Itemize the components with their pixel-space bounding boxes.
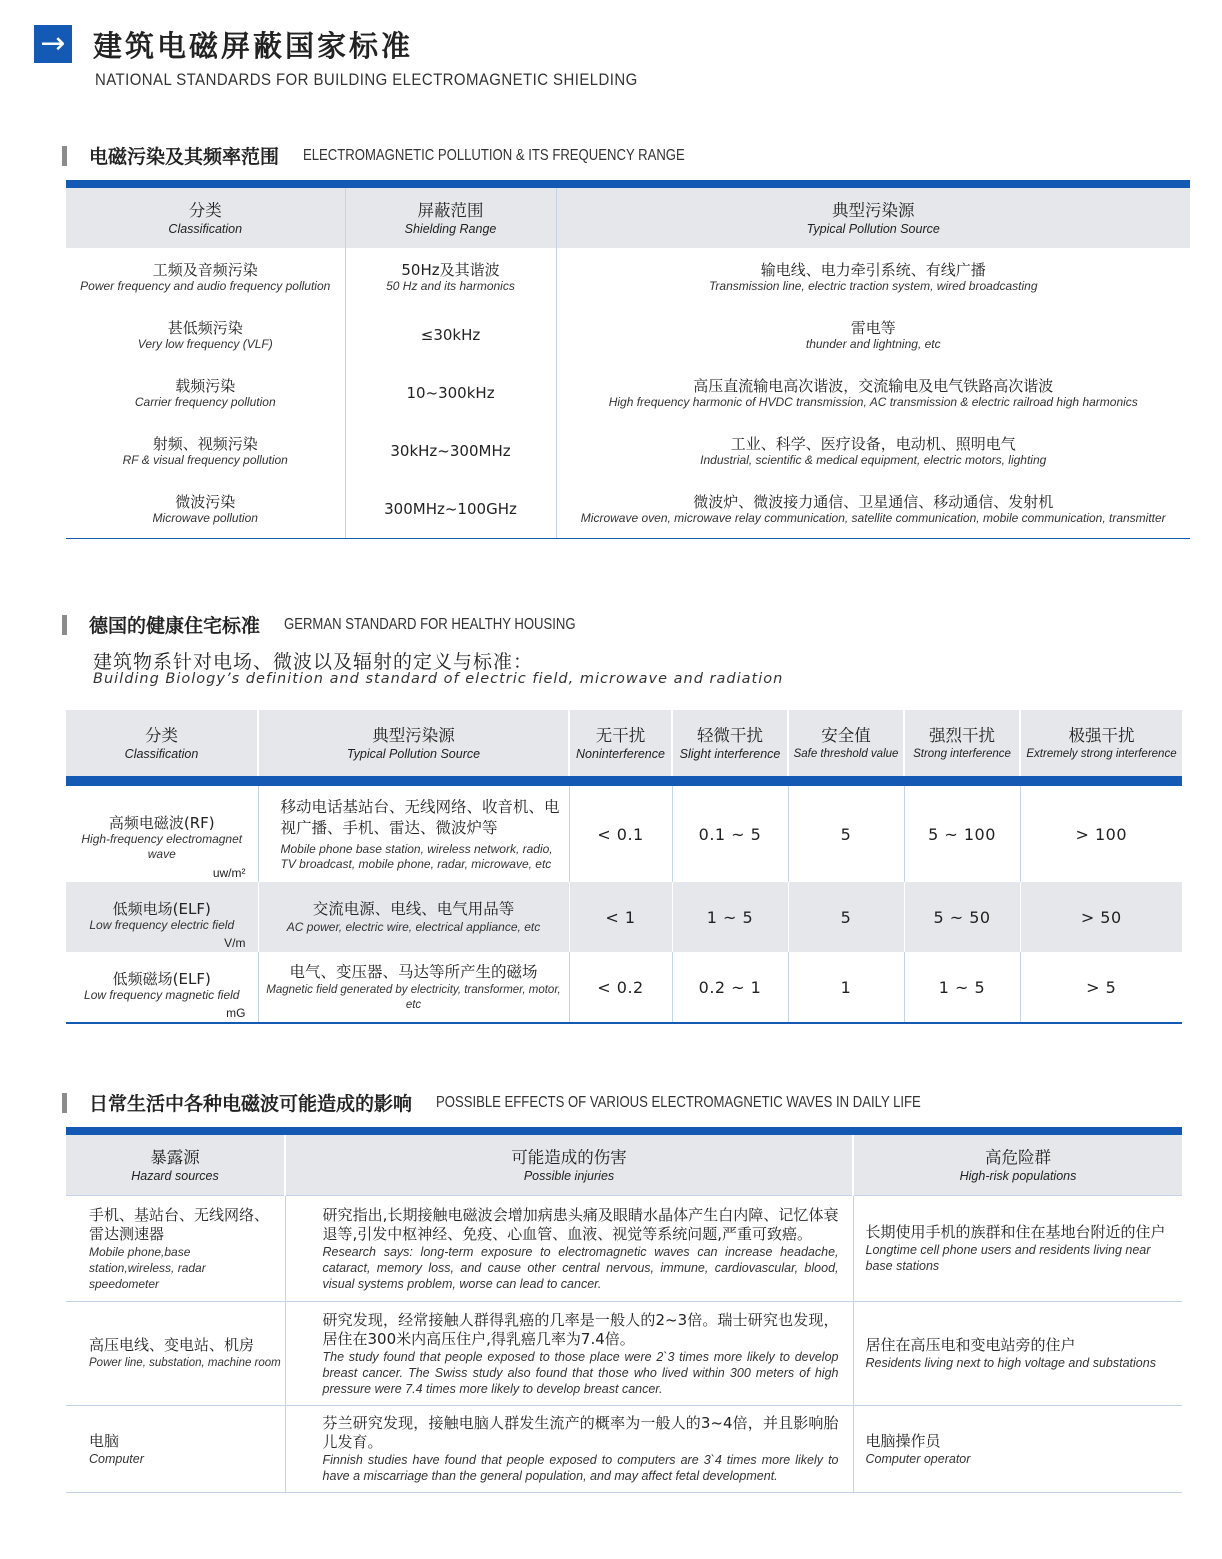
table-row (66, 781, 1182, 882)
classification-cell: 微波污染 Microwave pollution (66, 480, 345, 539)
column-header-noninterference: 无干扰 Noninterference (569, 710, 672, 781)
table-header-row (66, 184, 1190, 248)
range-cell: 300MHz~100GHz (345, 480, 556, 539)
column-header-safe: 安全值 Safe threshold value (788, 710, 904, 781)
value-cell: > 100 (1020, 781, 1182, 882)
table-row (66, 952, 1182, 1023)
injury-cell: 芬兰研究发现，接触电脑人群发生流产的概率为一般人的3~4倍，并且影响胎儿发育。 Finnish studies have found that people exposed to computers are 3`4 times more likely to have a miscarriage than the general population, and may affect fetal development. (285, 1406, 853, 1493)
pollution-frequency-table (66, 180, 1190, 539)
classification-cell: 载频污染 Carrier frequency pollution (134, 376, 276, 409)
daily-effects-table (66, 1127, 1182, 1493)
value-cell: 0.2 ~ 1 (672, 952, 788, 1023)
column-header-hazard-sources: 暴露源 Hazard sources (66, 1131, 285, 1196)
page-subtitle: NATIONAL STANDARDS FOR BUILDING ELECTROMAGNETIC SHIELDING (95, 70, 638, 89)
table-row (66, 1302, 1182, 1406)
hazard-source-cell: 电脑 Computer (66, 1406, 285, 1493)
column-header-pollution-source: 典型污染源 Typical Pollution Source (556, 184, 1190, 248)
column-header-high-risk: 高危险群 High-risk populations (853, 1131, 1182, 1196)
table-row (66, 1406, 1182, 1493)
source-cell: 电气、变压器、马达等所产生的磁场 Magnetic field generated by electricity, transformer, motor, etc (258, 952, 569, 1023)
risk-group-cell: 居住在高压电和变电站旁的住户 Residents living next to high voltage and substations (853, 1302, 1182, 1406)
column-header-slight: 轻微干扰 Slight interference (672, 710, 788, 781)
table-header-row (66, 710, 1182, 781)
injury-cell: 研究发现，经常接触人群得乳癌的几率是一般人的2~3倍。瑞士研究也发现，居住在300米内高压住户,得乳癌几率为7.4倍。 The study found that people exposed to those place were 2`3 times more likely to develop breast cancer. The Swiss study also found that those who lived within 300 meters of high pressure were 7.4 times more likely to develop breast cancer. (285, 1302, 853, 1406)
table-row (66, 480, 1190, 539)
hazard-source-cell: 手机、基站台、无线网络、雷达测速器 Mobile phone,base station,wireless, radar speedometer (66, 1196, 285, 1302)
section-marker (62, 615, 67, 635)
classification-cell: 低频磁场(ELF) Low frequency magnetic field mG (66, 952, 258, 1023)
section-title-en: GERMAN STANDARD FOR HEALTHY HOUSING (284, 615, 576, 633)
table-row (66, 882, 1182, 952)
table-row (66, 248, 1190, 306)
column-header-strong: 强烈干扰 Strong interference (904, 710, 1020, 781)
arrow-right-icon: → (34, 25, 72, 63)
source-cell: 交流电源、电线、电气用品等 AC power, electric wire, electrical appliance, etc (258, 882, 569, 952)
source-cell: 微波炉、微波接力通信、卫星通信、移动通信、发射机 Microwave oven, microwave relay communication, satellite communication, mobile communication, transmitter (556, 480, 1190, 539)
range-cell: ≤30kHz (345, 306, 556, 364)
section-title-en: ELECTROMAGNETIC POLLUTION & ITS FREQUENCY RANGE (303, 146, 685, 164)
value-cell: 1 ~ 5 (672, 882, 788, 952)
source-cell: 移动电话基站台、无线网络、收音机、电视广播、手机、雷达、微波炉等 Mobile phone base station, wireless network, radio, TV broadcast, mobile phone, radar, microwave, etc (258, 781, 569, 882)
source-cell: 高压直流输电高次谐波，交流输电及电气铁路高次谐波 High frequency harmonic of HVDC transmission, AC transmission & electric railroad high harmonics (556, 364, 1190, 422)
value-cell: < 0.2 (569, 952, 672, 1023)
column-header-pollution-source: 典型污染源 Typical Pollution Source (258, 710, 569, 781)
value-cell: > 5 (1020, 952, 1182, 1023)
table-header-row (66, 1131, 1182, 1196)
value-cell: 1 ~ 5 (904, 952, 1020, 1023)
classification-cell: 高频电磁波(RF) High-frequency electromagnet wave uw/m² (81, 814, 246, 880)
unit-label: mG (226, 1006, 246, 1020)
table-row (66, 306, 1190, 364)
value-cell: 0.1 ~ 5 (672, 781, 788, 882)
column-header-possible-injuries: 可能造成的伤害 Possible injuries (285, 1131, 853, 1196)
value-cell: > 50 (1020, 882, 1182, 952)
value-cell: < 1 (569, 882, 672, 952)
risk-group-cell: 电脑操作员 Computer operator (853, 1406, 1182, 1493)
value-cell: 1 (788, 952, 904, 1023)
hazard-source-cell: 高压电线、变电站、机房 Power line, substation, machine room (66, 1302, 285, 1406)
section-heading-pollution (62, 142, 769, 169)
range-cell: 30kHz~300MHz (345, 422, 556, 480)
value-cell: 5 (788, 882, 904, 952)
german-standard-table (66, 710, 1182, 1024)
section-title-en: POSSIBLE EFFECTS OF VARIOUS ELECTROMAGNETIC WAVES IN DAILY LIFE (436, 1093, 921, 1111)
section-heading-german-standard (62, 611, 640, 638)
unit-label: uw/m² (212, 866, 246, 880)
classification-cell: 工频及音频污染 Power frequency and audio frequency pollution (80, 260, 331, 293)
classification-cell: 射频、视频污染 RF & visual frequency pollution (122, 434, 288, 467)
section-title-cn: 德国的健康住宅标准 (89, 615, 261, 637)
range-cell: 50Hz及其谐波 50 Hz and its harmonics (345, 248, 556, 306)
table-row (66, 422, 1190, 480)
table-row (66, 364, 1190, 422)
value-cell: 5 ~ 50 (904, 882, 1020, 952)
value-cell: 5 ~ 100 (904, 781, 1020, 882)
column-header-classification: 分类 Classification (66, 710, 258, 781)
intro-text-en: Building Biology’s definition and standard of electric field, microwave and radiation (93, 671, 784, 687)
section-title-cn: 电磁污染及其频率范围 (89, 146, 280, 168)
classification-cell: 低频电场(ELF) Low frequency electric field V/m (66, 882, 258, 952)
column-header-classification: 分类 Classification (66, 184, 345, 248)
page-title: 建筑电磁屏蔽国家标准 (93, 29, 414, 63)
value-cell: < 0.1 (569, 781, 672, 882)
risk-group-cell: 长期使用手机的族群和住在基地台附近的住户 Longtime cell phone users and residents living near base stations (853, 1196, 1182, 1302)
value-cell: 5 (788, 781, 904, 882)
section-title-cn: 日常生活中各种电磁波可能造成的影响 (89, 1093, 413, 1115)
source-cell: 雷电等 thunder and lightning, etc (556, 306, 1190, 364)
source-cell: 工业、科学、医疗设备，电动机、照明电气 Industrial, scientific & medical equipment, electric motors, lighting (556, 422, 1190, 480)
column-header-extreme: 极强干扰 Extremely strong interference (1020, 710, 1182, 781)
table-row (66, 1196, 1182, 1302)
section-heading-daily-effects (62, 1089, 1027, 1116)
classification-cell: 甚低频污染 Very low frequency (VLF) (137, 318, 273, 351)
column-header-shielding-range: 屏蔽范围 Shielding Range (345, 184, 556, 248)
section-marker (62, 146, 67, 166)
source-cell: 输电线、电力牵引系统、有线广播 Transmission line, electric traction system, wired broadcasting (556, 248, 1190, 306)
unit-label: V/m (224, 936, 246, 950)
injury-cell: 研究指出,长期接触电磁波会增加病患头痛及眼睛水晶体产生白内障、记忆体衰退等,引发中枢神经、免疫、心血管、血液、视觉等系统问题,严重可致癌。 Research says: long-term exposure to electromagnetic waves can increase headache, cataract, memory loss, and cause other central nervous, immune, cardiovascular, blood, visual systems problem, worse can lead to cancer. (285, 1196, 853, 1302)
section-marker (62, 1093, 67, 1113)
intro-text-cn: 建筑物系针对电场、微波以及辐射的定义与标准： (93, 651, 534, 673)
range-cell: 10~300kHz (345, 364, 556, 422)
